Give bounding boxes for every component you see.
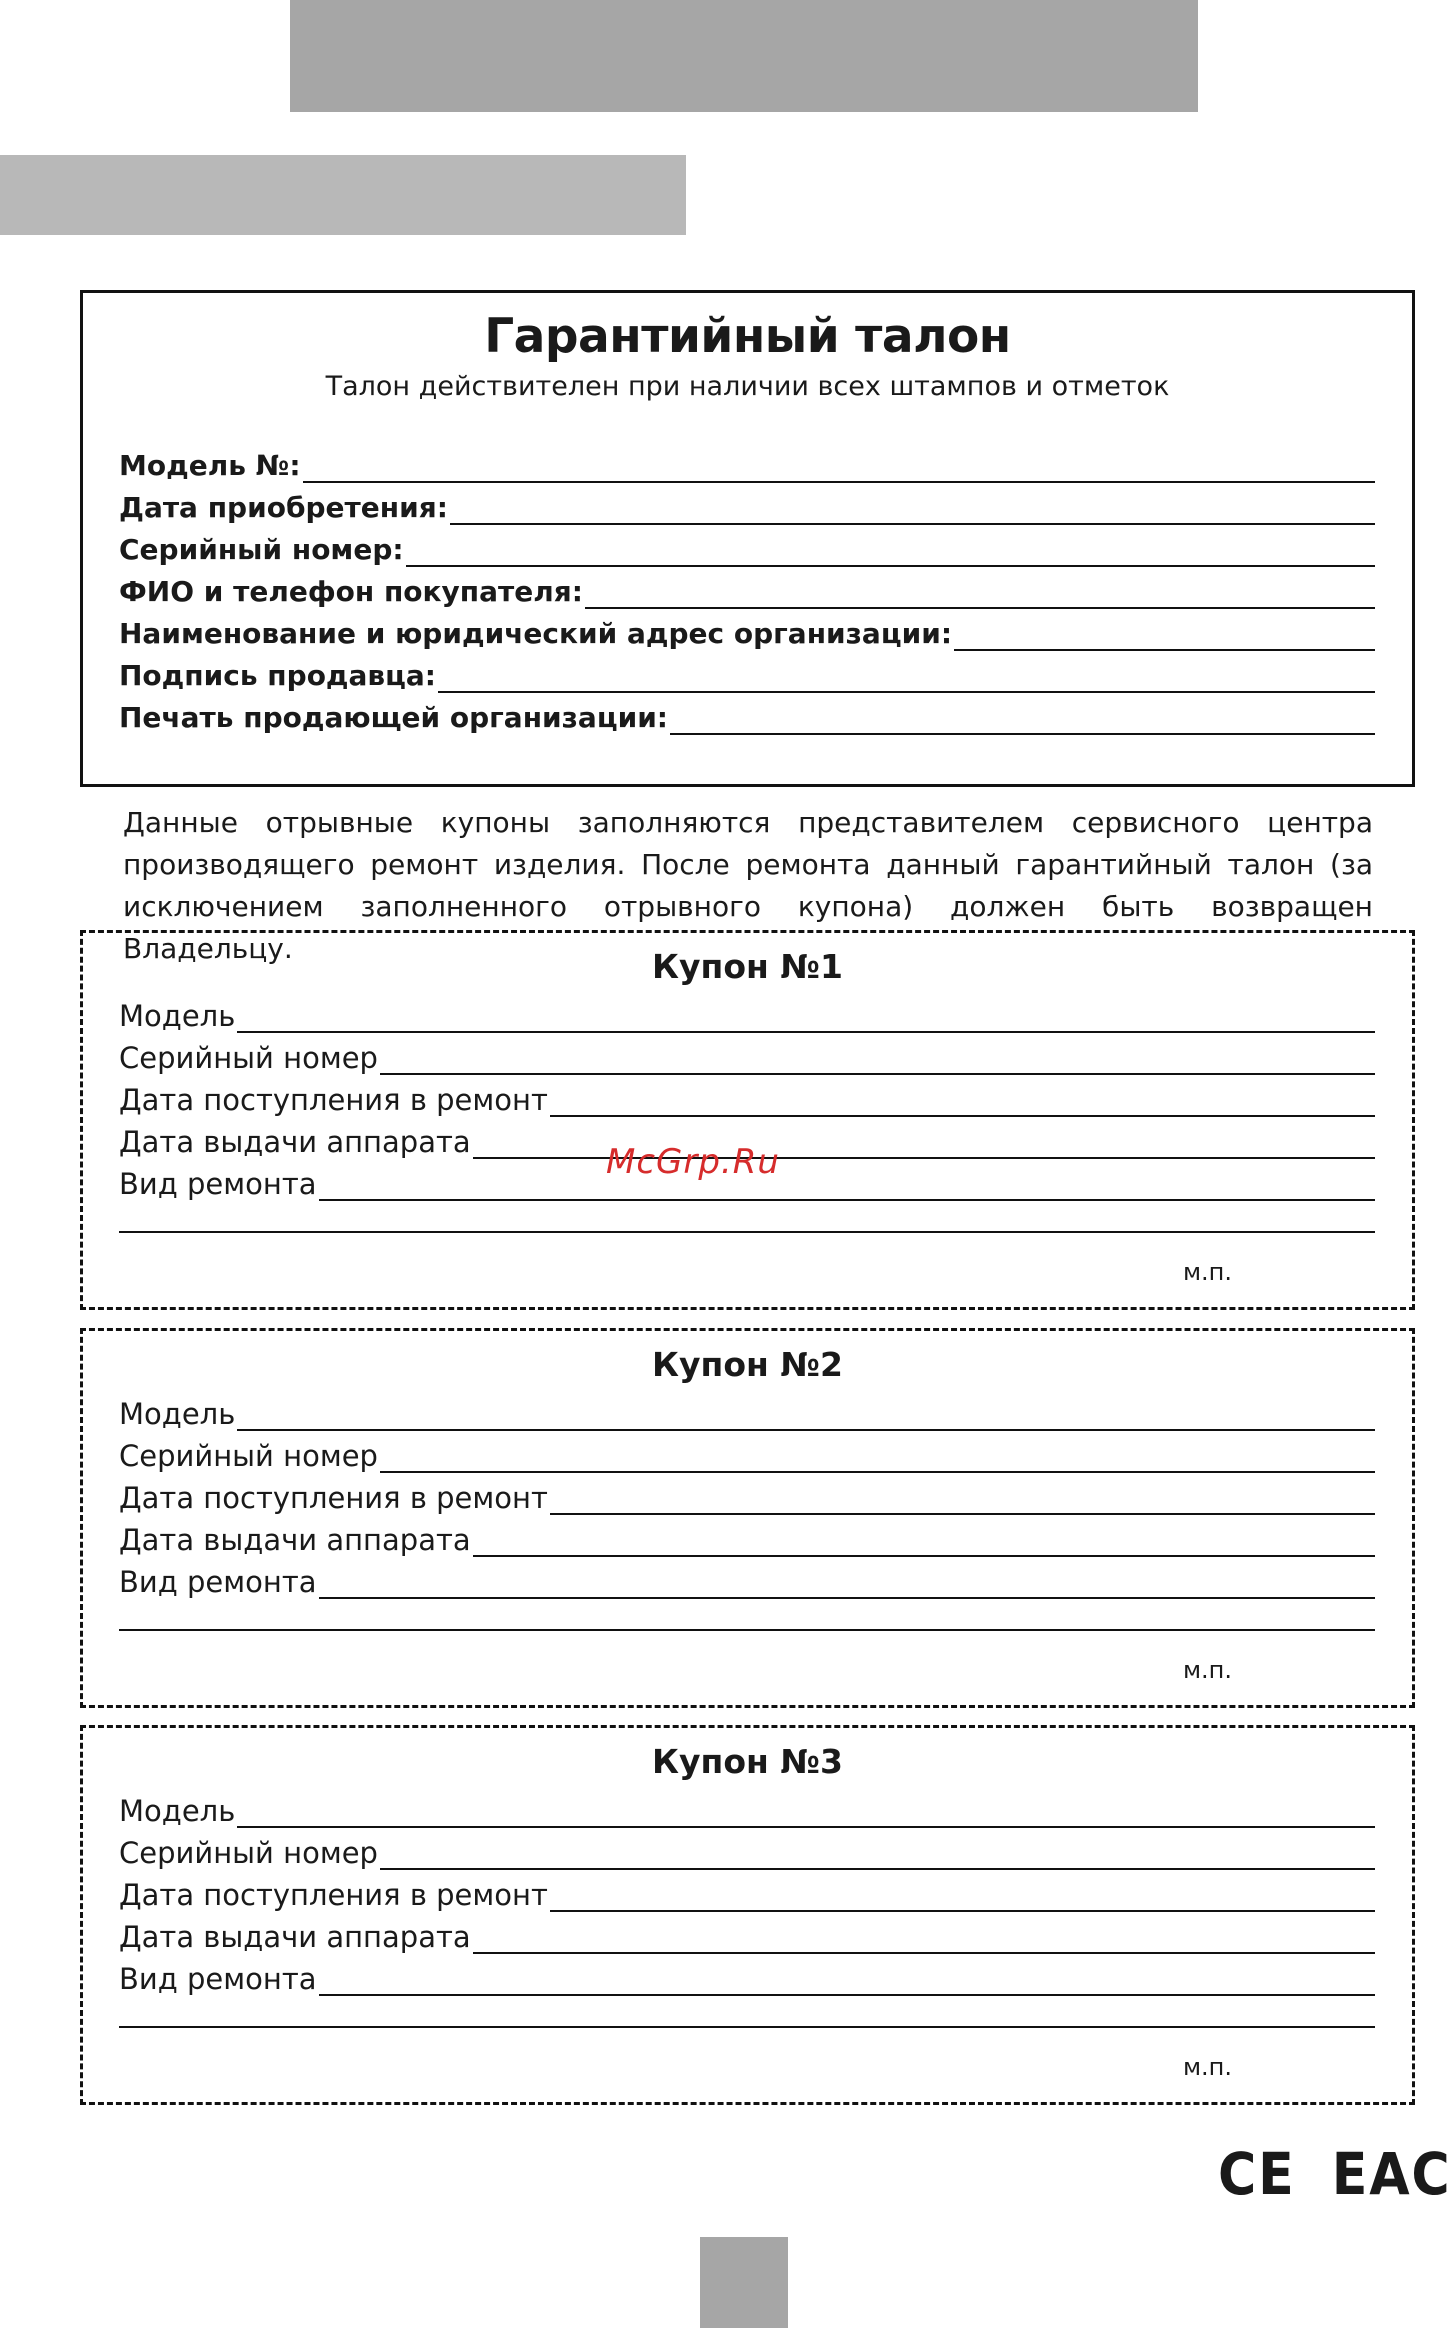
- certification-marks: [1218, 2140, 1452, 2208]
- field-model: [119, 449, 1375, 483]
- coupon-field-serial: [119, 1439, 1375, 1473]
- coupon-title: Купон №1: [652, 947, 843, 986]
- ce-mark-icon: CE: [1218, 2140, 1296, 2208]
- coupon-notice: Данные отрывные купоны заполняются представителем сервисного центра производящего ремонт изделия. После ремонта данный гарантийный талон (за исключением заполненного отрывного купона) должен быть возвращен Владельцу.: [123, 806, 1373, 965]
- field-label: Модель: [119, 1794, 236, 1828]
- coupon-field-repair-type: [119, 1962, 1375, 1996]
- field-label: Вид ремонта: [119, 1962, 317, 1996]
- field-label: Дата поступления в ремонт: [119, 1083, 548, 1117]
- card-subtitle: Талон действителен при наличии всех штампов и отметок: [325, 371, 1170, 402]
- coupon-field-received: [119, 1083, 1375, 1117]
- field-label: Дата поступления в ремонт: [119, 1878, 548, 1912]
- coupon-field-issued: [119, 1523, 1375, 1557]
- field-buyer: [119, 575, 1375, 609]
- coupon-title: Купон №3: [652, 1742, 843, 1781]
- field-label: Серийный номер: [119, 1439, 378, 1473]
- field-label: ФИО и телефон покупателя:: [119, 575, 583, 608]
- blank-line: [119, 1629, 1375, 1631]
- stamp-place: м.п.: [1182, 2053, 1232, 2081]
- fill-line: [473, 1924, 1375, 1954]
- fill-line: [380, 1840, 1375, 1870]
- fill-line: [550, 1485, 1375, 1515]
- fill-line: [406, 537, 1375, 567]
- field-label: Серийный номер:: [119, 533, 404, 566]
- field-label: Дата выдачи аппарата: [119, 1523, 471, 1557]
- coupon-field-received: [119, 1878, 1375, 1912]
- fill-line: [303, 453, 1375, 483]
- field-seller-signature: [119, 659, 1375, 693]
- card-title: Гарантийный талон: [484, 309, 1011, 364]
- field-label: Дата приобретения:: [119, 491, 448, 524]
- fill-line: [319, 1966, 1375, 1996]
- fill-line: [237, 1798, 1375, 1828]
- fill-line: [380, 1045, 1375, 1075]
- field-organization: [119, 617, 1375, 651]
- field-label: Наименование и юридический адрес организации:: [119, 617, 953, 650]
- field-label: Вид ремонта: [119, 1167, 317, 1201]
- field-label: Модель: [119, 999, 236, 1033]
- coupon-field-model: [119, 999, 1375, 1033]
- coupon-2: [80, 1328, 1415, 1708]
- field-label: Серийный номер: [119, 1041, 378, 1075]
- footer-page-tab: [700, 2237, 788, 2328]
- field-seller-stamp: [119, 701, 1375, 735]
- stamp-place: м.п.: [1182, 1656, 1232, 1684]
- field-purchase-date: [119, 491, 1375, 525]
- field-label: Серийный номер: [119, 1836, 378, 1870]
- fill-line: [450, 495, 1375, 525]
- coupon-1: [80, 930, 1415, 1310]
- field-label: Модель №:: [119, 449, 301, 482]
- eac-mark-icon: EAC: [1331, 2140, 1452, 2208]
- field-label: Дата выдачи аппарата: [119, 1920, 471, 1954]
- coupon-title: Купон №2: [652, 1345, 843, 1384]
- fill-line: [473, 1527, 1375, 1557]
- coupon-field-issued: [119, 1920, 1375, 1954]
- coupon-field-serial: [119, 1836, 1375, 1870]
- fill-line: [438, 663, 1375, 693]
- field-label: Дата поступления в ремонт: [119, 1481, 548, 1515]
- warranty-card: [80, 290, 1415, 787]
- fill-line: [550, 1087, 1375, 1117]
- field-label: Вид ремонта: [119, 1565, 317, 1599]
- fill-line: [237, 1003, 1375, 1033]
- coupon-field-model: [119, 1397, 1375, 1431]
- field-label: Модель: [119, 1397, 236, 1431]
- stamp-place: м.п.: [1182, 1258, 1232, 1286]
- fill-line: [585, 579, 1375, 609]
- coupon-3: [80, 1725, 1415, 2105]
- blank-line: [119, 1231, 1375, 1233]
- fill-line: [670, 705, 1375, 735]
- fill-line: [380, 1443, 1375, 1473]
- coupon-field-model: [119, 1794, 1375, 1828]
- coupon-field-serial: [119, 1041, 1375, 1075]
- coupon-field-repair-type: [119, 1565, 1375, 1599]
- field-label: Дата выдачи аппарата: [119, 1125, 471, 1159]
- field-label: Печать продающей организации:: [119, 701, 669, 734]
- fill-line: [237, 1401, 1375, 1431]
- section-bar: [0, 155, 686, 235]
- field-serial: [119, 533, 1375, 567]
- field-label: Подпись продавца:: [119, 659, 436, 692]
- coupon-field-received: [119, 1481, 1375, 1515]
- blank-line: [119, 2026, 1375, 2028]
- fill-line: [954, 621, 1375, 651]
- fill-line: [550, 1882, 1375, 1912]
- watermark: McGrp.Ru: [606, 1142, 780, 1182]
- fill-line: [319, 1569, 1375, 1599]
- fill-line: [319, 1171, 1375, 1201]
- header-bar: [290, 0, 1198, 112]
